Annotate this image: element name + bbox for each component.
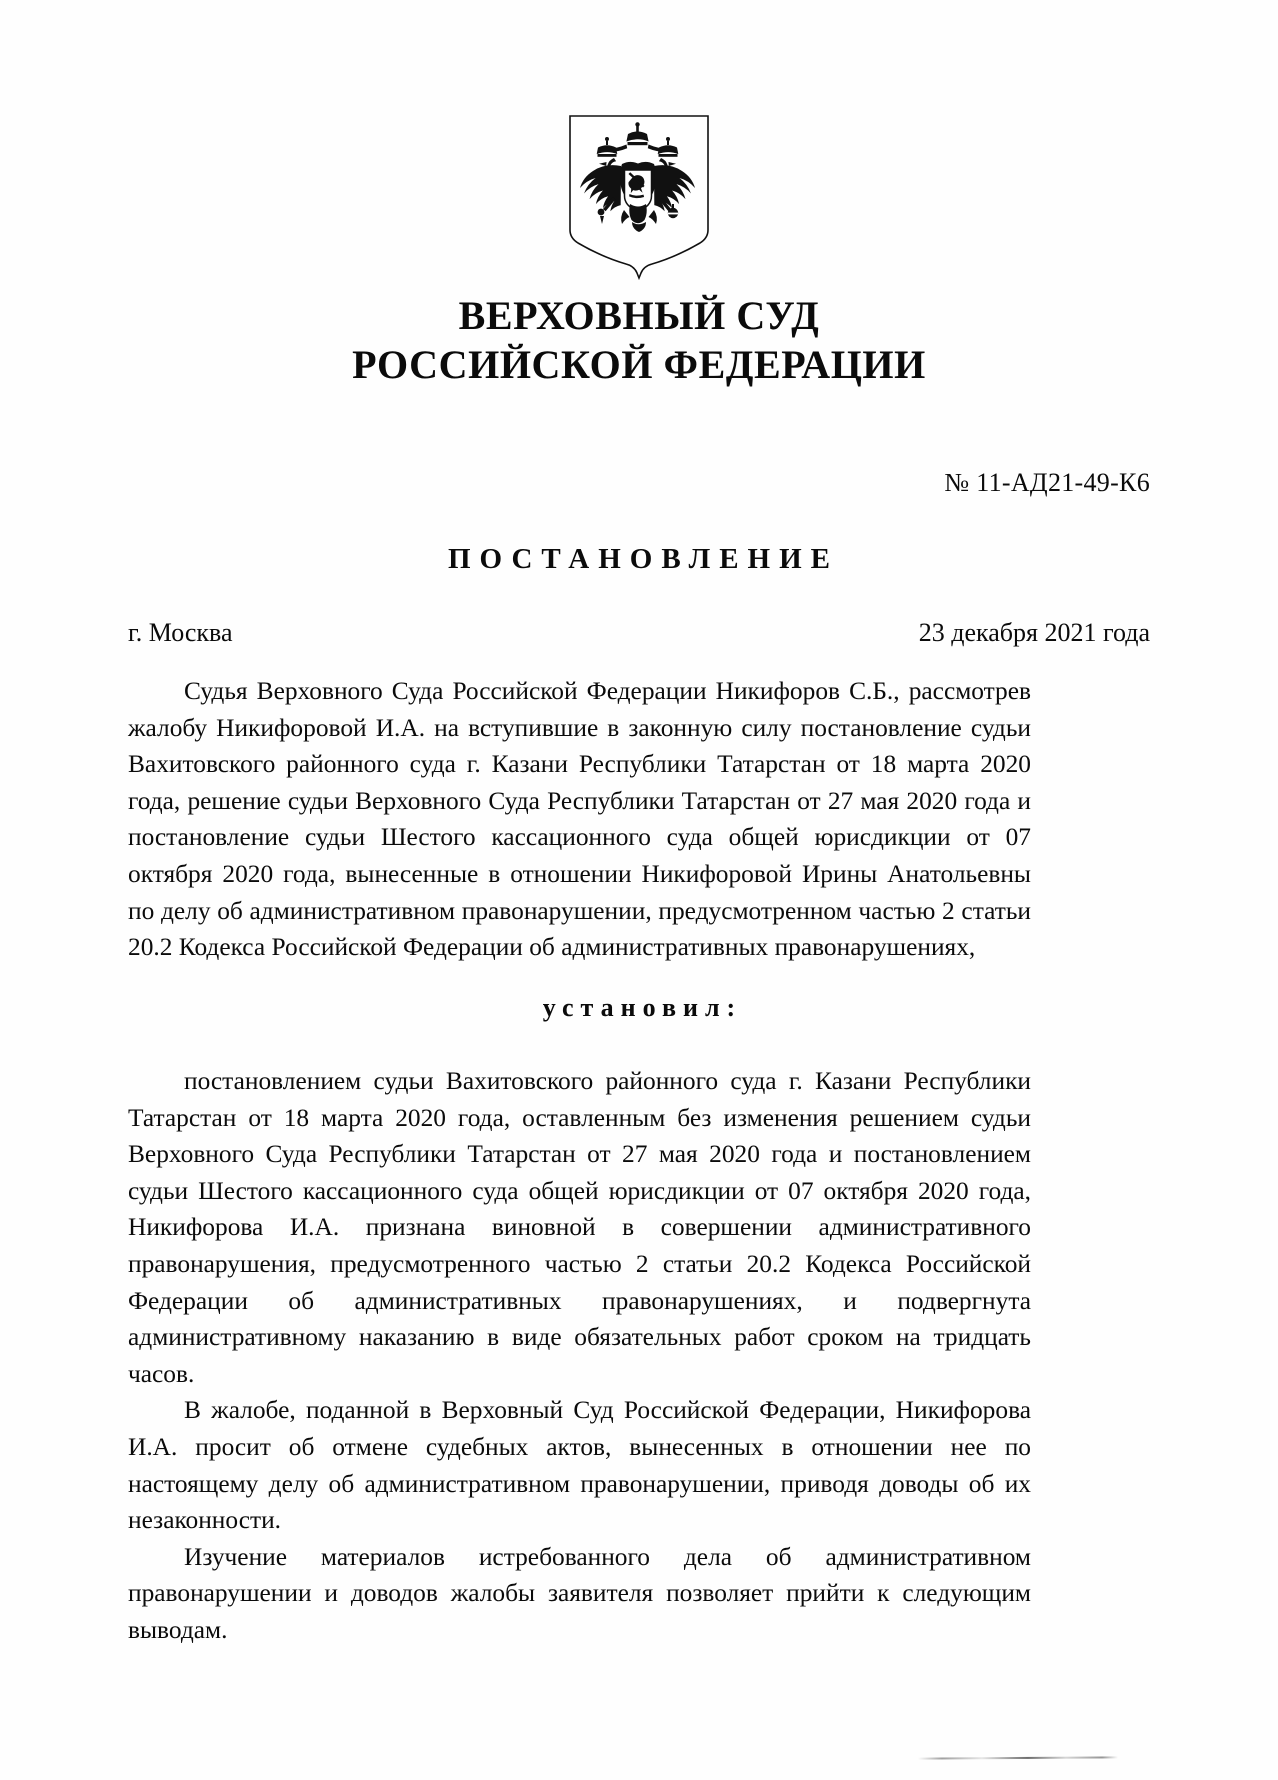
date-label: 23 декабря 2021 года xyxy=(918,618,1150,647)
findings-paragraph: Изучение материалов истребованного дела об административном правонарушении и доводов жалобы заявителя позволяет прийти к следующим выводам. xyxy=(128,1542,1031,1644)
intro-paragraph: Судья Верховного Суда Российской Федерации Никифоров С.Б., рассмотрев жалобу Никифоровой И.А. на вступившие в законную силу постановление судьи Вахитовского районного суда г. Казани Республики Татарстан от 18 марта 2020 года, решение судьи Верховного Суда Республики Татарстан от 27 мая 2020 года и постановление судьи Шестого кассационного суда общей юрисдикции от 07 октября 2020 года, вынесенные в отношении Никифоровой Ирины Анатольевны по делу об административном правонарушении, предусмотренном частью 2 статьи 20.2 Кодекса Российской Федерации об административных правонарушениях, xyxy=(128,677,1031,962)
section-heading-ustanovil: установил: xyxy=(542,993,743,1022)
case-number: № 11-АД21-49-К6 xyxy=(944,468,1150,497)
place-label: г. Москва xyxy=(128,618,233,647)
place-date-row xyxy=(128,618,1150,648)
court-title-line-2: РОССИЙСКОЙ ФЕДЕРАЦИИ xyxy=(352,341,926,387)
scan-artifact-line xyxy=(918,1756,1118,1759)
intro-section xyxy=(128,673,1031,966)
coat-of-arms-container xyxy=(0,112,1278,280)
findings-paragraph: В жалобе, поданной в Верховный Суд Российской Федерации, Никифорова И.А. просит об отмене судебных актов, вынесенных в отношении нее по настоящему делу об административном правонарушении, приводя доводы об их незаконности. xyxy=(128,1396,1031,1535)
findings-paragraph: постановлением судьи Вахитовского районного суда г. Казани Республики Татарстан от 18 марта 2020 года, оставленным без изменения решением судьи Верховного Суда Республики Татарстан от 27 мая 2020 года и постановлением судьи Шестого кассационного суда общей юрисдикции от 07 октября 2020 года, Никифорова И.А. признана виновной в совершении административного правонарушения, предусмотренного частью 2 статьи 20.2 Кодекса Российской Федерации об административных правонарушениях, и подвергнута административному наказанию в виде обязательных работ сроком на тридцать часов. xyxy=(128,1067,1031,1388)
document-type-heading: ПОСТАНОВЛЕНИЕ xyxy=(447,543,839,575)
court-title xyxy=(0,292,1278,390)
court-title-line-1: ВЕРХОВНЫЙ СУД xyxy=(458,293,820,338)
russian-federation-coat-of-arms-icon xyxy=(566,112,712,280)
findings-section xyxy=(128,1063,1031,1649)
